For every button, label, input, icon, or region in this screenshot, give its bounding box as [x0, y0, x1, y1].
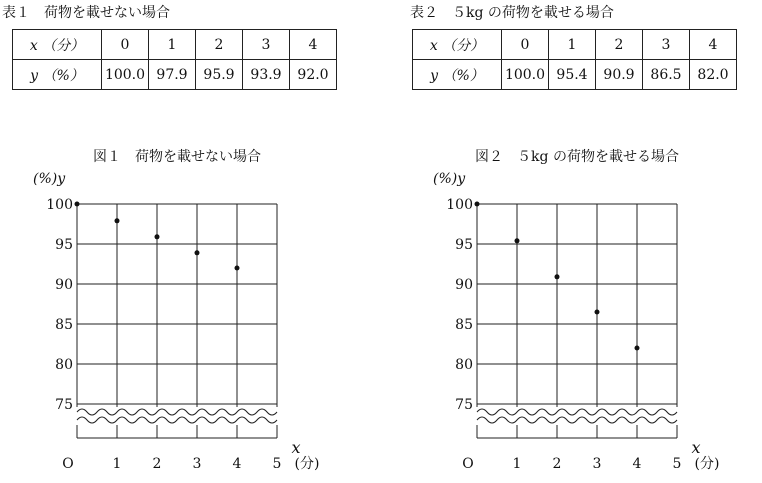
data-point — [195, 250, 200, 255]
table-2-y-cell: 86.5 — [643, 60, 690, 90]
table-2-caption: 表２ ５kg の荷物を載せる場合 — [410, 5, 614, 21]
origin-label: O — [462, 456, 474, 472]
table-1-x-header: x （分） — [13, 30, 102, 60]
table-1-x-cell: 0 — [102, 30, 149, 60]
y-tick-label: 100 — [446, 197, 473, 213]
y-tick-label: 95 — [55, 237, 73, 253]
table-2-y-cell: 100.0 — [502, 60, 549, 90]
x-tick-label: 3 — [192, 456, 202, 472]
data-point — [75, 202, 80, 207]
table-2-y-header: y （%） — [413, 60, 502, 90]
y-tick-label: 100 — [46, 197, 73, 213]
y-tick-label: 80 — [455, 357, 473, 373]
table-2-y-cell: 90.9 — [596, 60, 643, 90]
table-2-y-cell: 95.4 — [549, 60, 596, 90]
table-1-caption: 表１ 荷物を載せない場合 — [2, 5, 170, 21]
y-tick-label: 90 — [455, 277, 473, 293]
table-1-y-header: y （%） — [13, 60, 102, 90]
x-tick-label: 1 — [512, 456, 522, 472]
table-1-x-row — [13, 30, 337, 60]
table-1-x-cell: 1 — [149, 30, 196, 60]
y-tick-label: 95 — [455, 237, 473, 253]
table-2 — [412, 29, 737, 90]
figure-1-chart — [0, 140, 360, 480]
origin-label: O — [62, 456, 74, 472]
x-tick-label: 2 — [152, 456, 162, 472]
table-2-x-row — [413, 30, 737, 60]
y-axis-label: (%)y — [433, 171, 466, 187]
table-1-y-cell: 93.9 — [243, 60, 290, 90]
y-tick-label: 85 — [455, 317, 473, 333]
x-axis-label: x — [691, 438, 701, 457]
data-point — [115, 218, 120, 223]
y-tick-label: 75 — [55, 397, 73, 413]
table-1-x-cell: 3 — [243, 30, 290, 60]
table-2-x-cell: 3 — [643, 30, 690, 60]
x-axis-unit: (分) — [294, 456, 320, 472]
data-point — [155, 234, 160, 239]
table-2-x-cell: 2 — [596, 30, 643, 60]
x-axis-unit: (分) — [694, 456, 720, 472]
table-1-x-cell: 2 — [196, 30, 243, 60]
table-1-y-cell: 95.9 — [196, 60, 243, 90]
y-tick-label: 90 — [55, 277, 73, 293]
table-2-y-row — [413, 60, 737, 90]
y-axis-label: (%)y — [33, 171, 66, 187]
data-point — [475, 202, 480, 207]
data-point — [555, 274, 560, 279]
data-point — [235, 266, 240, 271]
data-point — [635, 346, 640, 351]
table-2-x-cell: 1 — [549, 30, 596, 60]
axis-break-mask — [475, 407, 679, 425]
x-tick-label: 3 — [592, 456, 602, 472]
figure-2-chart — [400, 140, 760, 480]
y-tick-label: 75 — [455, 397, 473, 413]
data-point — [515, 238, 520, 243]
x-tick-label: 5 — [272, 456, 282, 472]
table-1-y-cell: 97.9 — [149, 60, 196, 90]
x-tick-label: 4 — [232, 456, 242, 472]
table-1-y-cell: 92.0 — [290, 60, 337, 90]
x-tick-label: 2 — [552, 456, 562, 472]
table-1 — [12, 29, 337, 90]
table-1-x-cell: 4 — [290, 30, 337, 60]
data-point — [595, 310, 600, 315]
x-tick-label: 5 — [672, 456, 682, 472]
x-tick-label: 1 — [112, 456, 122, 472]
chart-title: 図２ ５kg の荷物を載せる場合 — [475, 149, 679, 165]
y-tick-label: 80 — [55, 357, 73, 373]
table-2-x-header: x （分） — [413, 30, 502, 60]
table-2-x-cell: 4 — [690, 30, 737, 60]
table-1-y-row — [13, 60, 337, 90]
y-tick-label: 85 — [55, 317, 73, 333]
x-tick-label: 4 — [632, 456, 642, 472]
axis-break-mask — [75, 407, 279, 425]
chart-title: 図１ 荷物を載せない場合 — [93, 149, 261, 165]
table-1-y-cell: 100.0 — [102, 60, 149, 90]
x-axis-label: x — [291, 438, 301, 457]
table-2-x-cell: 0 — [502, 30, 549, 60]
table-2-y-cell: 82.0 — [690, 60, 737, 90]
